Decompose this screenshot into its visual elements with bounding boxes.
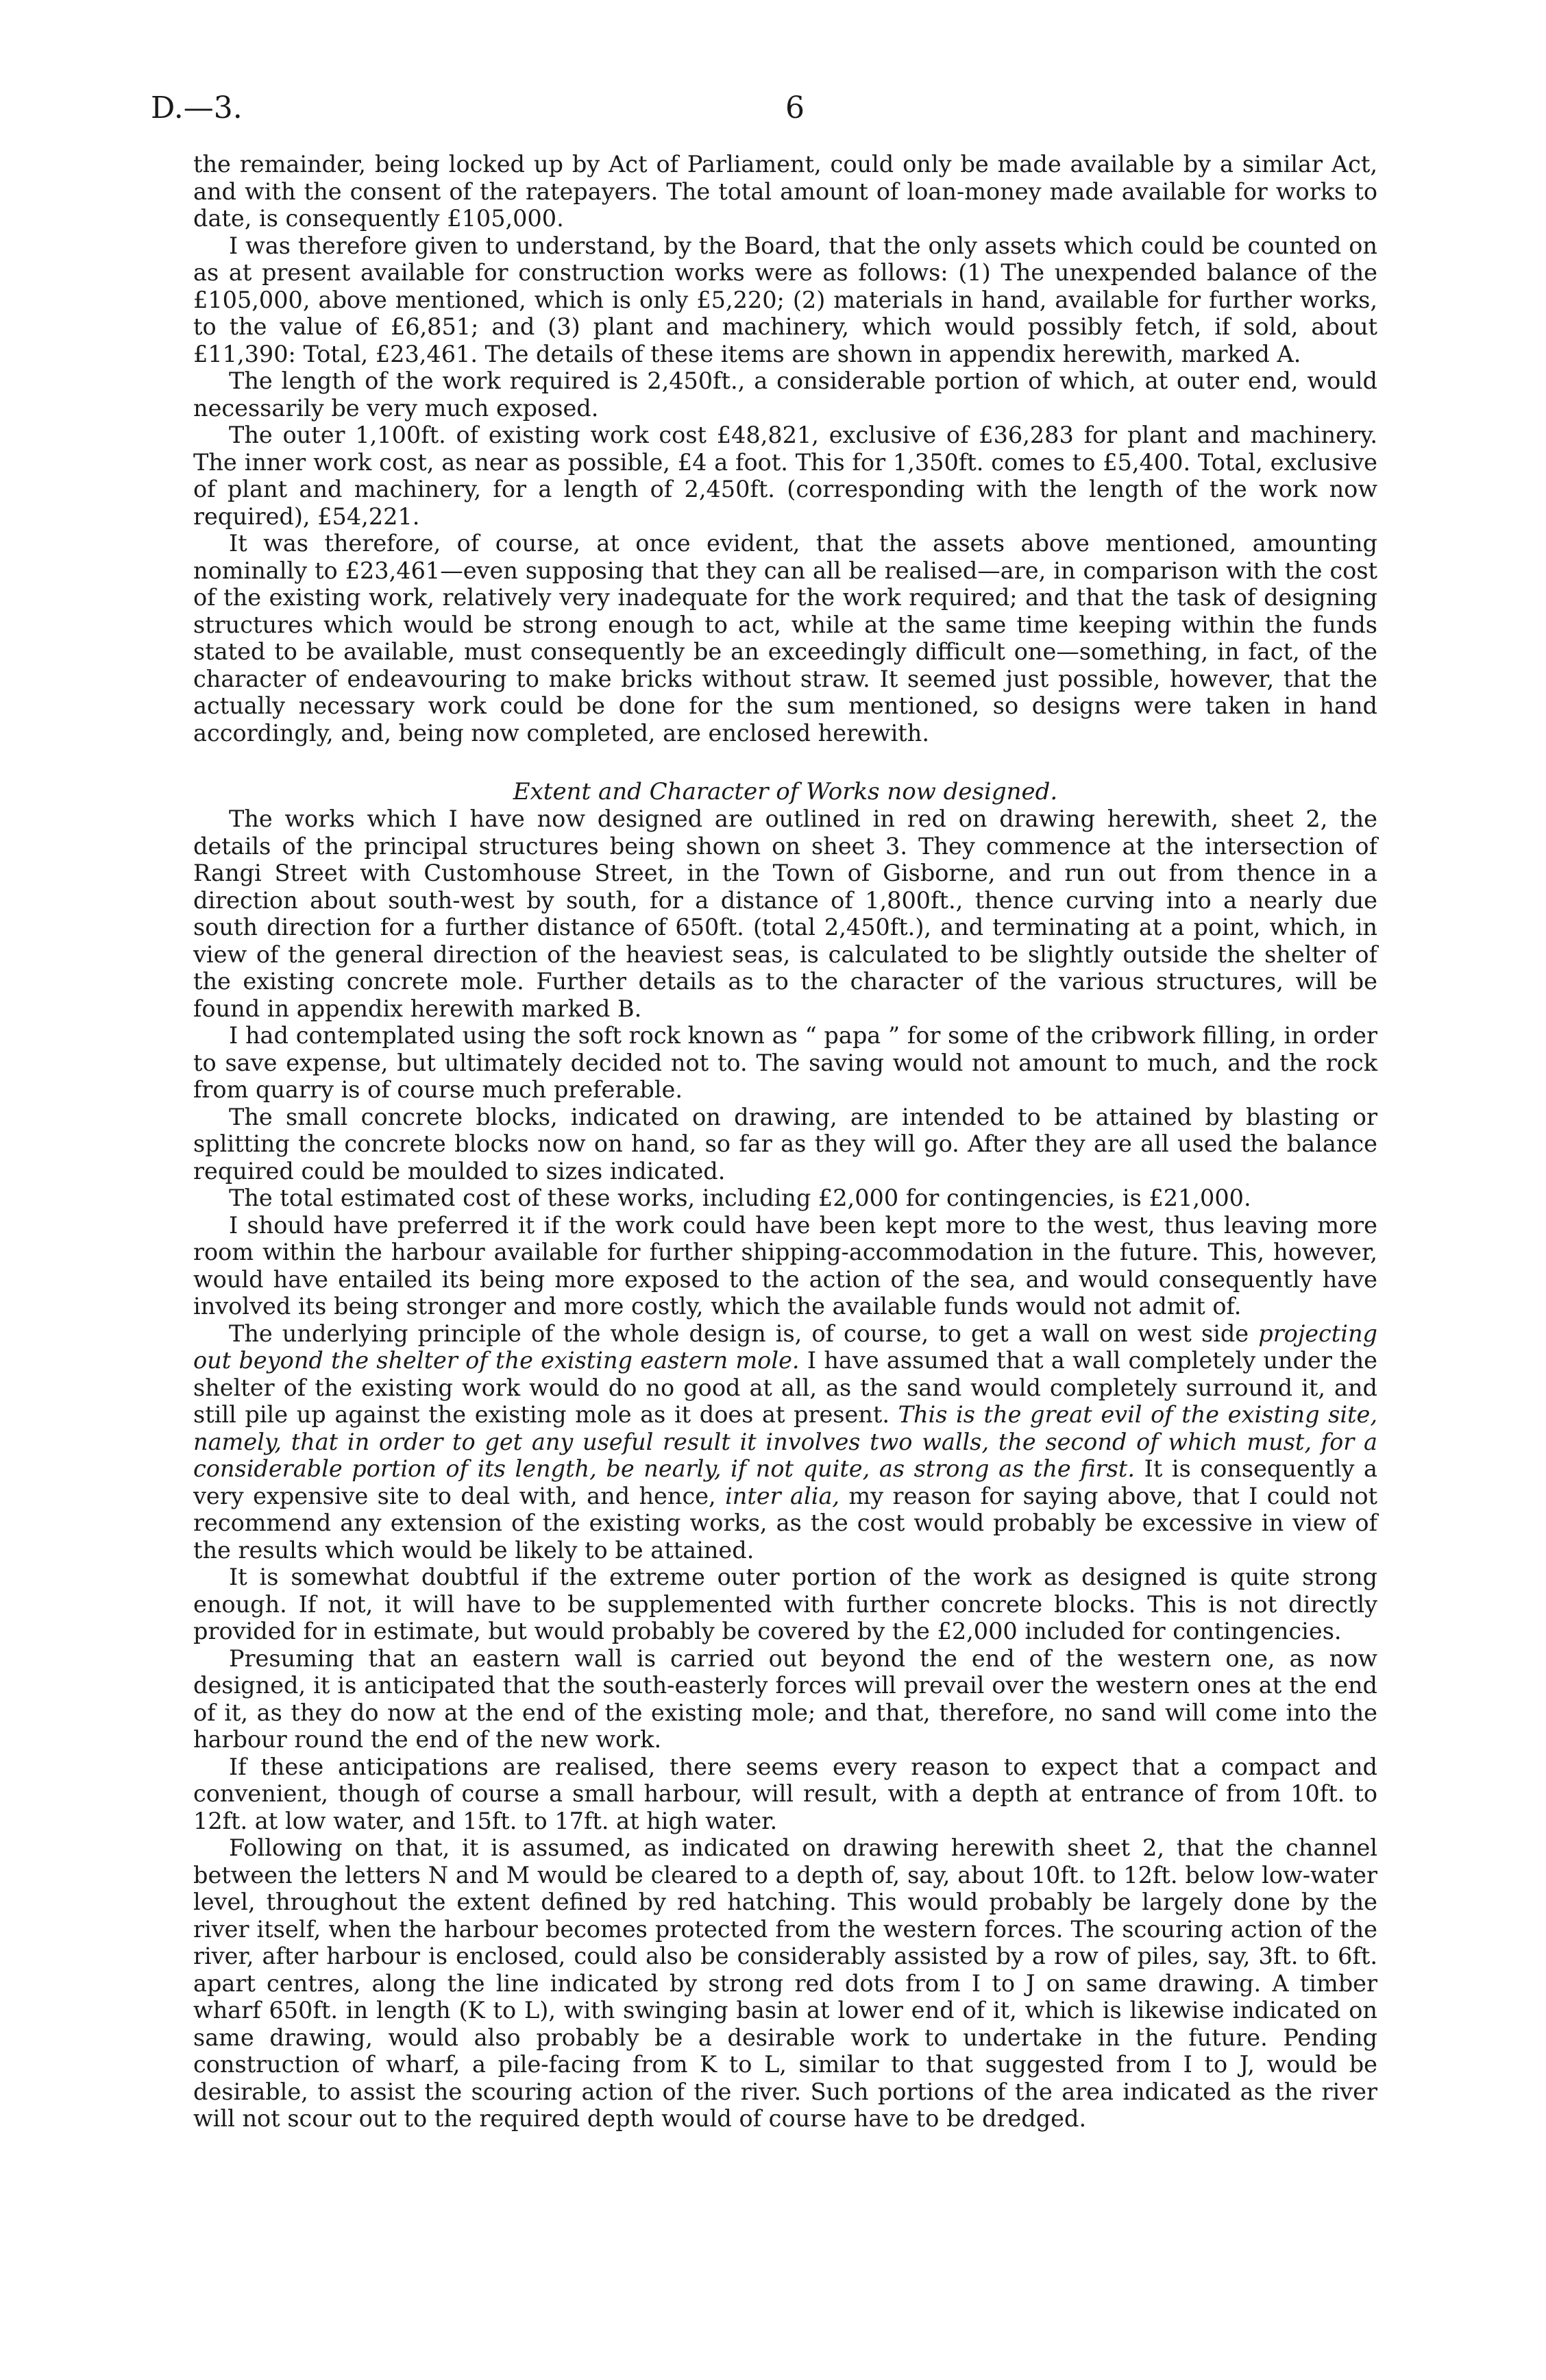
section-heading: Extent and Character of Works now designed. bbox=[513, 778, 1058, 805]
paragraph: The outer 1,100ft. of existing work cost £48,821, exclusive of £36,283 for plant and machinery. The inner work cost, as near as possible, £4 a foot. This for 1,350ft. comes to £5,400. Total, exclusive of plant and machinery, for a length of 2,450ft. (corresponding with the length of the work now required), £54,221. bbox=[193, 422, 1377, 530]
paragraph: I should have preferred it if the work could have been kept more to the west, thus leaving more room within the harbour available for further shipping-accommodation in the future. This, however, would have entailed its being more exposed to the action of the sea, and would consequently have involved its being stronger and more costly, which the available funds would not admit of. bbox=[193, 1211, 1377, 1320]
paragraph: the remainder, being locked up by Act of Parliament, could only be made available by a similar Act, and with the consent of the ratepayers. The total amount of loan-money made available for works to date, is consequently £105,000. bbox=[193, 151, 1377, 232]
paragraph: The length of the work required is 2,450ft., a considerable portion of which, at outer end, would necessarily be very much exposed. bbox=[193, 367, 1377, 422]
italic-run: This is the great evil of the existing site, namely, that in order to get any useful result it involves two walls, the second of which must, for a considerable portion of its length, be nearly, if not quite, as strong as the first. bbox=[193, 1401, 1377, 1482]
paragraph: The works which I have now designed are outlined in red on drawing herewith, sheet 2, the details of the principal structures being shown on sheet 3. They commence at the intersection of Rangi Street with Customhouse Street, in the Town of Gisborne, and run out from thence in a direction about south-west by south, for a distance of 1,800ft., thence curving into a nearly due south direction for a further distance of 650ft. (total 2,450ft.), and terminating at a point, which, in view of the general direction of the heaviest seas, is calculated to be slightly outside the shelter of the existing concrete mole. Further details as to the character of the various structures, will be found in appendix herewith marked B. bbox=[193, 805, 1377, 1022]
text-run: The underlying principle of the whole design is, of course, to get a wall on west side bbox=[229, 1320, 1259, 1347]
text-run: my reason for saying above, that I could not recommend any extension of the existing works, as the cost would probably be excessive in view of the results which would be likely to be attained. bbox=[193, 1482, 1377, 1564]
paragraph: The total estimated cost of these works, including £2,000 for contingencies, is £21,000. bbox=[229, 1185, 1251, 1211]
italic-run: projecting out beyond the shelter of the existing eastern mole. bbox=[193, 1320, 1377, 1374]
paragraph: I was therefore given to understand, by the Board, that the only assets which could be counted on as at present available for construction works were as follows: (1) The unexpended balance of the £105,000, above mentioned, which is only £5,220; (2) materials in hand, available for further works, to the value of £6,851; and (3) plant and machinery, which would possibly fetch, if sold, about £11,390: Total, £23,461. The details of these items are shown in appendix herewith, marked A. bbox=[193, 232, 1377, 367]
paragraph: It is somewhat doubtful if the extreme outer portion of the work as designed is quite strong enough. If not, it will have to be supplemented with further concrete blocks. This is not directly provided for in estimate, but would probably be covered by the £2,000 included for contingencies. bbox=[193, 1564, 1377, 1644]
page-number: 6 bbox=[785, 90, 805, 125]
paragraph: I had contemplated using the soft rock known as “ papa ” for some of the cribwork filling, in order to save expense, but ultimately decided not to. The saving would not amount to much, and the rock from quarry is of course much preferable. bbox=[193, 1022, 1377, 1103]
text-run: I have assumed that a wall completely under the shelter of the existing work would do no good at all, as the sand would completely surround it, and still pile up against the existing mole as it does at present. bbox=[193, 1347, 1377, 1428]
principle-paragraph bbox=[193, 1320, 1377, 1564]
document-body bbox=[193, 151, 1377, 2133]
paragraph: Following on that, it is assumed, as indicated on drawing herewith sheet 2, that the channel between the letters N and M would be cleared to a depth of, say, about 10ft. to 12ft. below low-water level, throughout the extent defined by red hatching. This would probably be largely done by the river itself, when the harbour becomes protected from the western forces. The scouring action of the river, after harbour is enclosed, could also be considerably assisted by a row of piles, say, 3ft. to 6ft. apart centres, along the line indicated by strong red dots from I to J on same drawing. A timber wharf 650ft. in length (K to L), with swinging basin at lower end of it, which is likewise indicated on same drawing, would also probably be a desirable work to undertake in the future. Pending construction of wharf, a pile-facing from K to L, similar to that suggested from I to J, would be desirable, to assist the scouring action of the river. Such portions of the area indicated as the river will not scour out to the required depth would of course have to be dredged. bbox=[193, 1834, 1377, 2132]
document-reference: D.—3. bbox=[151, 90, 243, 125]
paragraph: It was therefore, of course, at once evident, that the assets above mentioned, amounting nominally to £23,461—even supposing that they can all be realised—are, in comparison with the cost of the existing work, relatively very inadequate for the work required; and that the task of designing structures which would be strong enough to act, while at the same time keeping within the funds stated to be available, must consequently be an exceedingly difficult one—something, in fact, of the character of endeavouring to make bricks without straw. It seemed just possible, however, that the actually necessary work could be done for the sum mentioned, so designs were taken in hand accordingly, and, being now completed, are enclosed herewith. bbox=[193, 530, 1377, 746]
italic-run: inter alia, bbox=[725, 1482, 840, 1509]
text-run: It is consequently a very expensive site to deal with, and hence, bbox=[193, 1455, 1378, 1509]
paragraph: The small concrete blocks, indicated on drawing, are intended to be attained by blasting or splitting the concrete blocks now on hand, so far as they will go. After they are all used the balance required could be moulded to sizes indicated. bbox=[193, 1103, 1377, 1185]
paragraph: Presuming that an eastern wall is carried out beyond the end of the western one, as now designed, it is anticipated that the south-easterly forces will prevail over the western ones at the end of it, as they do now at the end of the existing mole; and that, therefore, no sand will come into the harbour round the end of the new work. bbox=[193, 1644, 1377, 1753]
paragraph: If these anticipations are realised, there seems every reason to expect that a compact and convenient, though of course a small harbour, will result, with a depth at entrance of from 10ft. to 12ft. at low water, and 15ft. to 17ft. at high water. bbox=[193, 1753, 1377, 1834]
